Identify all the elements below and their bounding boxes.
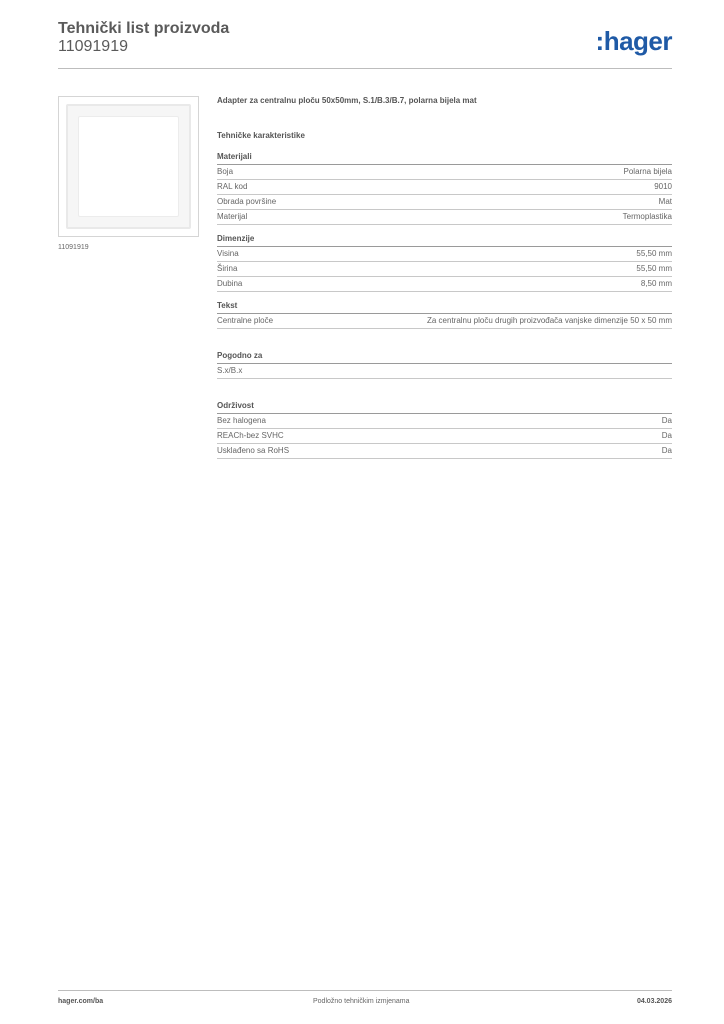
footer-divider — [58, 990, 672, 991]
footer-website[interactable]: hager.com/ba — [58, 998, 104, 1005]
spec-label: Dubina — [217, 279, 243, 288]
spec-value: 8,50 mm — [640, 279, 672, 288]
spec-label: RAL kod — [217, 182, 248, 191]
spec-row — [217, 444, 672, 459]
spec-row — [217, 314, 672, 329]
spec-row — [217, 414, 672, 429]
spec-row — [217, 277, 672, 292]
spec-value: Polarna bijela — [623, 167, 672, 176]
spec-content — [217, 96, 672, 468]
spec-row — [217, 247, 672, 262]
spec-row — [217, 210, 672, 225]
spec-value: Da — [661, 416, 672, 425]
spec-row — [217, 364, 672, 379]
document-title: Tehnički list proizvoda — [58, 20, 230, 37]
group-odrzivost — [217, 401, 672, 459]
section-heading: Tehničke karakteristike — [217, 131, 305, 140]
spec-label: S.x/B.x — [217, 366, 243, 375]
group-title: Pogodno za — [217, 351, 672, 364]
spec-label: Materijal — [217, 212, 248, 221]
spec-label: REACh-bez SVHC — [217, 431, 284, 440]
spec-row — [217, 262, 672, 277]
spec-label: Širina — [217, 264, 238, 273]
group-materijali — [217, 152, 672, 225]
image-caption: 11091919 — [58, 244, 89, 251]
footer-date: 04.03.2026 — [636, 998, 672, 1005]
group-pogodno-za — [217, 351, 672, 379]
spec-value: 9010 — [654, 182, 672, 191]
group-title: Održivost — [217, 401, 672, 414]
spec-label: Obrada površine — [217, 197, 277, 206]
spec-value: Da — [661, 431, 672, 440]
group-dimenzije — [217, 234, 672, 292]
spec-value: 55,50 mm — [636, 264, 672, 273]
adapter-frame-inner — [78, 116, 179, 217]
product-image — [58, 96, 199, 237]
adapter-frame-outer — [66, 104, 191, 229]
spec-value: Da — [661, 446, 672, 455]
group-tekst — [217, 301, 672, 329]
document-number: 11091919 — [58, 38, 128, 55]
group-title: Materijali — [217, 152, 672, 165]
spec-value: Mat — [658, 197, 672, 206]
product-description: Adapter za centralnu ploču 50x50mm, S.1/B.3/B.7, polarna bijela mat — [217, 96, 477, 105]
hager-logo: :hager — [595, 26, 672, 56]
page-header — [58, 20, 672, 70]
spec-row — [217, 165, 672, 180]
spec-row — [217, 429, 672, 444]
group-title: Dimenzije — [217, 234, 672, 247]
spec-label: Bez halogena — [217, 416, 266, 425]
group-title: Tekst — [217, 301, 672, 314]
spec-value: Termoplastika — [622, 212, 672, 221]
spec-row — [217, 180, 672, 195]
footer-note: Podložno tehničkim izmjenama — [313, 998, 410, 1005]
spec-row — [217, 195, 672, 210]
spec-label: Centralne ploče — [217, 316, 274, 325]
spec-value: 55,50 mm — [636, 249, 672, 258]
spec-value: Za centralnu ploču drugih proizvođača vanjske dimenzije 50 x 50 mm — [426, 316, 672, 325]
spec-label: Visina — [217, 249, 239, 258]
spec-label: Usklađeno sa RoHS — [217, 446, 290, 455]
spec-label: Boja — [217, 167, 234, 176]
header-divider — [58, 68, 672, 69]
